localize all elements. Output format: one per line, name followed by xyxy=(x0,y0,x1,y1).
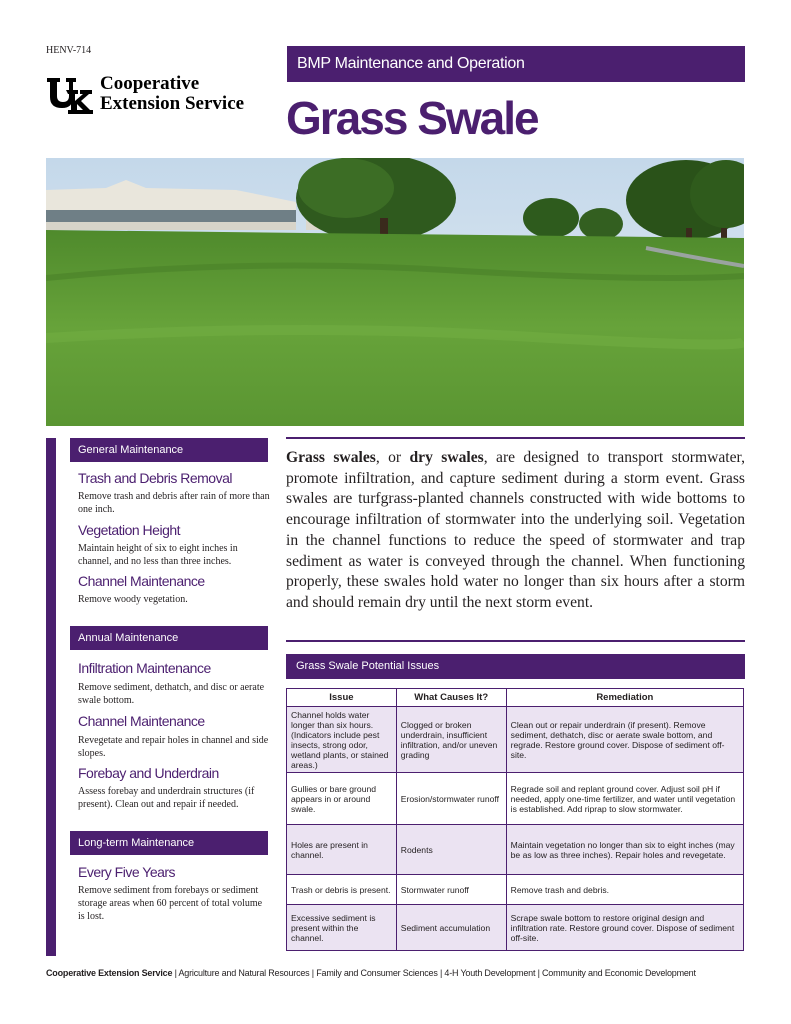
intro-top-rule xyxy=(286,437,745,439)
table-row xyxy=(287,905,744,951)
infiltration-maintenance-body: Remove sediment, dethatch, and disc or aerate swale bottom. xyxy=(78,682,265,706)
term-grass-swales: Grass swales xyxy=(286,449,376,466)
table-cell: Regrade soil and replant ground cover. Adjust soil pH if needed, apply one-time fertilizer, and water until vegetation is established. Add riprap to slow stormwater. xyxy=(506,773,743,825)
table-row xyxy=(287,825,744,875)
intro-text: , are designed to transport stormwater, promote infiltration, and capture sediment during a storm event. Grass swales are turfgrass-planted channels constructed with wide bottoms to encourage infiltration of stormwater into the underlying soil. Vegetation in the channel functions to reduce the speed of stormwater and trap sediment as water is conveyed through the channel. When functioning properly, these swales hold water no longer than six hours after a storm and should remain dry until the next storm event. xyxy=(286,449,746,611)
general-maintenance-heading: General Maintenance xyxy=(70,438,268,462)
forebay-underdrain-body: Assess forebay and underdrain structures (if present). Clean out and repair if needed. xyxy=(78,786,255,810)
series-banner: BMP Maintenance and Operation xyxy=(287,46,745,82)
page-title: Grass Swale xyxy=(286,92,538,144)
table-row xyxy=(287,773,744,825)
table-cell: Excessive sediment is present within the channel. xyxy=(287,905,397,951)
footer-programs: | Agriculture and Natural Resources | Family and Consumer Sciences | 4-H Youth Development | Community and Economic Development xyxy=(172,968,696,978)
column-header: Remediation xyxy=(506,689,743,707)
table-cell: Channel holds water longer than six hours. (Indicators include pest insects, strong odor, wetland plants, or stained areas.) xyxy=(287,707,397,773)
table-cell: Trash or debris is present. xyxy=(287,875,397,905)
table-row xyxy=(287,875,744,905)
forebay-underdrain-title: Forebay and Underdrain xyxy=(78,765,219,781)
issues-table xyxy=(286,688,744,951)
footer-org: Cooperative Extension Service xyxy=(46,968,173,978)
annual-channel-maintenance-title: Channel Maintenance xyxy=(78,713,205,729)
every-five-years-body: Remove sediment from forebays or sediment storage areas when 60 percent of total volume is lost. xyxy=(78,885,263,922)
table-cell: Rodents xyxy=(396,825,506,875)
column-header: What Causes It? xyxy=(396,689,506,707)
uk-logo-icon xyxy=(46,76,94,114)
table-cell: Clogged or broken underdrain, insufficient infiltration, and/or uneven grading xyxy=(396,707,506,773)
column-header: Issue xyxy=(287,689,397,707)
table-cell: Holes are present in channel. xyxy=(287,825,397,875)
document-id: HENV-714 xyxy=(46,45,92,56)
channel-maintenance-body: Remove woody vegetation. xyxy=(78,594,188,605)
grass-swale-photo xyxy=(46,158,744,426)
footer xyxy=(46,968,746,978)
trash-debris-body: Remove trash and debris after rain of more than one inch. xyxy=(78,491,270,515)
long-term-maintenance-heading: Long-term Maintenance xyxy=(70,831,268,855)
annual-maintenance-heading: Annual Maintenance xyxy=(70,626,268,650)
table-cell: Erosion/stormwater runoff xyxy=(396,773,506,825)
table-cell: Stormwater runoff xyxy=(396,875,506,905)
uk-extension-logo xyxy=(46,74,276,116)
term-dry-swales: dry swales xyxy=(409,449,484,466)
intro-bottom-rule xyxy=(286,640,745,642)
table-header-row xyxy=(287,689,744,707)
issues-table-title: Grass Swale Potential Issues xyxy=(286,654,745,679)
intro-paragraph xyxy=(286,448,745,614)
logo-line-2: Extension Service xyxy=(100,93,245,114)
table-cell: Gullies or bare ground appears in or around swale. xyxy=(287,773,397,825)
intro-connector: , or xyxy=(375,449,410,466)
table-cell: Maintain vegetation no longer than six to eight inches (may be as low as three inches). Repair holes and revegetate. xyxy=(506,825,743,875)
table-cell: Clean out or repair underdrain (if present). Remove sediment, dethatch, disc or aerate swale bottom, and regrade. Restore ground cover. Dispose of sediment off-site. xyxy=(506,707,743,773)
infiltration-maintenance-title: Infiltration Maintenance xyxy=(78,660,211,676)
trash-debris-title: Trash and Debris Removal xyxy=(78,470,232,486)
sidebar-accent-bar xyxy=(46,438,56,956)
every-five-years-title: Every Five Years xyxy=(78,864,176,880)
vegetation-height-body: Maintain height of six to eight inches in channel, and no less than three inches. xyxy=(78,543,238,567)
table-row xyxy=(287,707,744,773)
channel-maintenance-title: Channel Maintenance xyxy=(78,573,205,589)
logo-wordmark xyxy=(100,74,244,114)
annual-channel-maintenance-body: Revegetate and repair holes in channel and side slopes. xyxy=(78,735,269,759)
logo-line-1: Cooperative xyxy=(100,73,200,94)
vegetation-height-title: Vegetation Height xyxy=(78,522,181,538)
swale-landscape-image xyxy=(46,158,744,426)
table-cell: Remove trash and debris. xyxy=(506,875,743,905)
table-cell: Scrape swale bottom to restore original design and infiltration rate. Restore ground cover. Dispose of sediment off-site. xyxy=(506,905,743,951)
table-cell: Sediment accumulation xyxy=(396,905,506,951)
